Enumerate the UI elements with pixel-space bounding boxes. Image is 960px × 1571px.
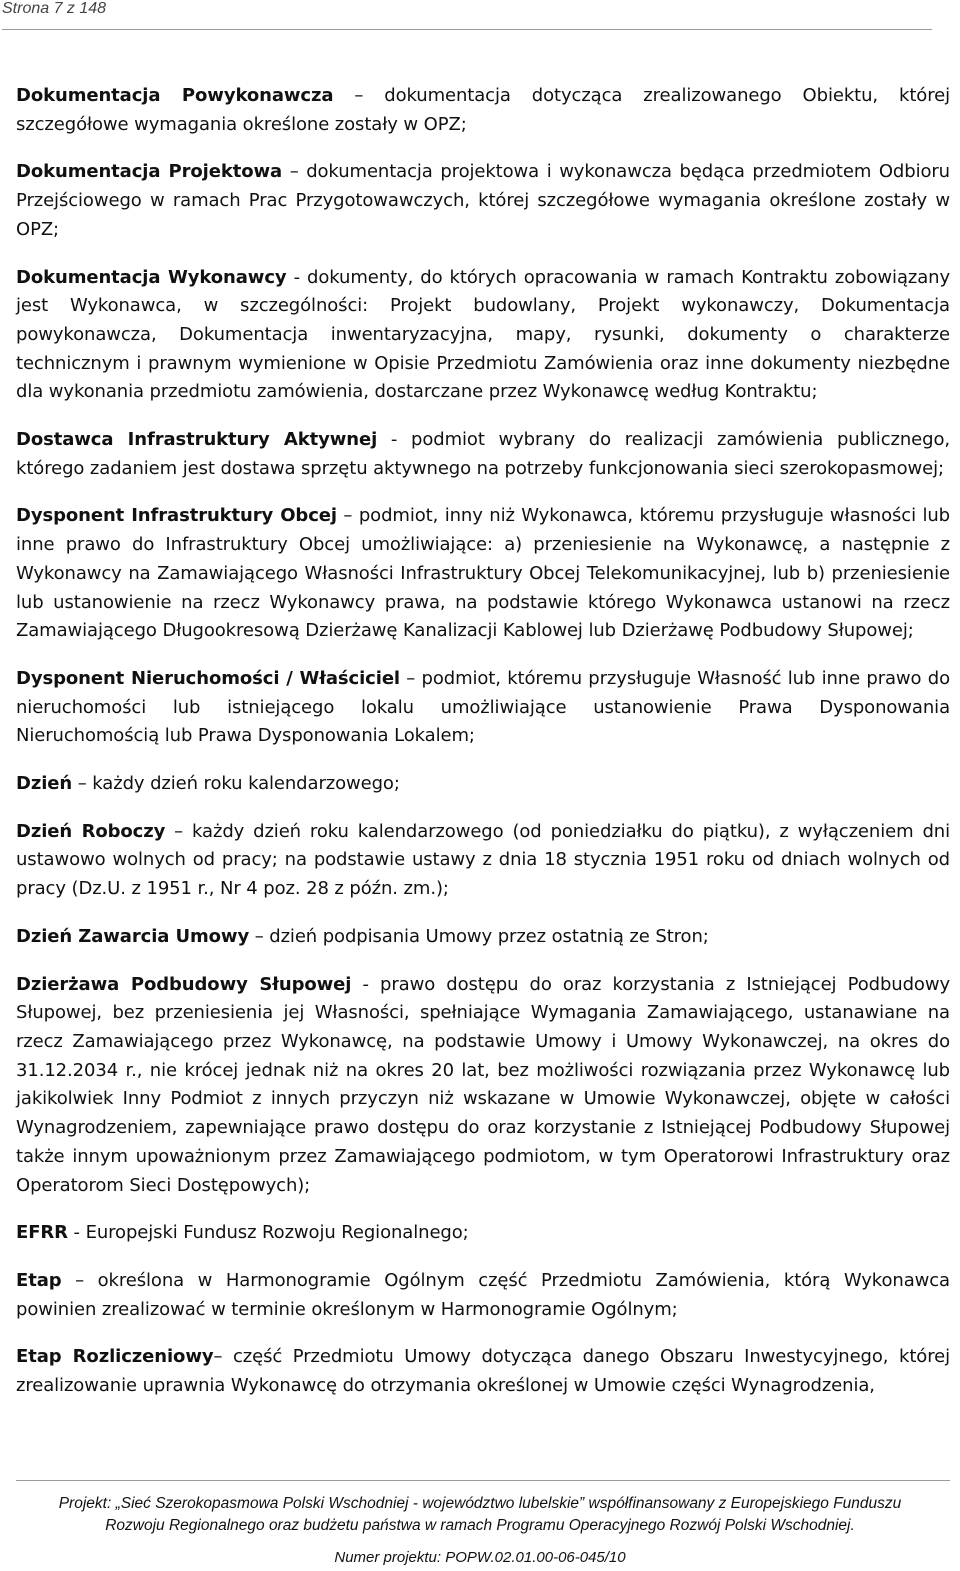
footer-project-number: Numer projektu: POPW.02.01.00-06-045/10 <box>334 1549 626 1566</box>
definition-dzien <box>16 770 950 799</box>
definition-dzien-zawarcia-umowy <box>16 923 950 952</box>
definition-term: Etap Rozliczeniowy <box>16 1346 214 1368</box>
definition-term: Dzierżawa Podbudowy Słupowej <box>16 973 352 995</box>
definition-dysponent-nieruchomosci <box>16 665 950 751</box>
definition-term: Dokumentacja Wykonawcy <box>16 266 287 288</box>
definition-text: dzień podpisania Umowy przez ostatnią ze Stron; <box>269 925 709 947</box>
definition-separator: - <box>67 1222 86 1244</box>
definition-text: część Przedmiotu Umowy dotycząca danego Obszaru Inwestycyjnego, której zrealizowanie uprawnia Wykonawcę do otrzymania określonej w Umowie części Wynagrodzenia, <box>16 1346 950 1397</box>
footer-project-line-1: Projekt: „Sieć Szerokopasmowa Polski Wschodniej - województwo lubelskie” współfinansowany z Europejskiego Funduszu <box>58 1495 902 1512</box>
definition-text: podmiot wybrany do realizacji zamówienia publicznego, którego zadaniem jest dostawa sprzętu aktywnego na potrzeby funkcjonowania sieci szerokopasmowej; <box>16 429 950 479</box>
definition-separator: – <box>282 161 307 183</box>
definition-separator: – <box>249 925 270 947</box>
definition-separator: - <box>351 973 381 995</box>
definition-separator: – <box>400 667 422 689</box>
definition-separator: – <box>61 1269 98 1291</box>
definition-term: Dokumentacja Powykonawcza <box>16 85 334 106</box>
definition-etap-rozliczeniowy <box>16 1343 950 1400</box>
definition-term: Dzień Zawarcia Umowy <box>16 925 250 947</box>
footer-divider <box>16 1480 950 1481</box>
definition-dokumentacja-powykonawcza <box>16 82 950 139</box>
page-footer <box>0 1480 960 1571</box>
definition-text: dokumentacja dotycząca zrealizowanego Obiektu, której szczegółowe wymagania określone zostały w OPZ; <box>16 85 950 135</box>
definition-term: Dzień <box>16 773 73 795</box>
definition-term: Dzień Roboczy <box>16 820 166 842</box>
definition-term: Dokumentacja Projektowa <box>16 161 283 183</box>
definition-term: EFRR <box>16 1222 68 1244</box>
definition-text: dokumentacja projektowa i wykonawcza będąca przedmiotem Odbioru Przejściowego w ramach Prac Przygotowawczych, której szczegółowe wymagania określone zostały w OPZ; <box>16 161 950 240</box>
definition-text: każdy dzień roku kalendarzowego (od poniedziałku do piątku), z wyłączeniem dni ustawowo wolnych od pracy; na podstawie ustawy z dnia 18 stycznia 1951 roku od dniach wolnych od pracy (Dz.U. z 1951 r., Nr 4 poz. 28 z późn. zm.); <box>16 820 950 900</box>
definitions-list <box>16 82 950 1420</box>
definition-term: Dostawca Infrastruktury Aktywnej <box>16 429 378 451</box>
page-number: Strona 7 z 148 <box>2 0 107 17</box>
footer-project-line-2: Rozwoju Regionalnego oraz budżetu państwa w ramach Programu Operacyjnego Rozwój Polski Wschodniej. <box>105 1517 855 1534</box>
definition-text: prawo dostępu do oraz korzystania z Istniejącej Podbudowy Słupowej, bez przeniesienia jej Własności, spełniające Wymagania Zamawiającego, ustanawiane na rzecz Zamawiającego przez Wykonawcę, na podstawie Umowy i Umowy Wykonawczej, na okres do 31.12.2034 r., nie krócej jednak niż na okres 20 lat, bez możliwości rozwiązania przez Wykonawcę lub jakikolwiek Inny Podmiot z innych przyczyn niż wskazane w Umowie Wykonawczej, objęte w całości Wynagrodzeniem, zapewniające prawo dostępu do oraz korzystanie z Istniejącej Podbudowy Słupowej także innym upoważnionym przez Zamawiającego podmiotom, w tym Operatorowi Infrastruktury oraz Operatorom Sieci Dostępowych); <box>16 973 950 1196</box>
definition-dokumentacja-projektowa <box>16 158 950 244</box>
definition-dzierzawa-podbudowy-slupowej <box>16 971 950 1201</box>
definition-text: podmiot, inny niż Wykonawca, któremu przysługuje własności lub inne prawo do Infrastruktury Obcej umożliwiające: a) przeniesienie na Wykonawcę, a następnie z Wykonawcy na Zamawiającego Własności Infrastruktury Obcej Telekomunikacyjnej, lub b) przeniesienie lub ustanowienie na rzecz Wykonawcy prawa, na podstawie którego Wykonawca ustanowi na rzecz Zamawiającego Długookresową Dzierżawę Kanalizacji Kablowej lub Dzierżawę Podbudowy Słupowej; <box>16 505 950 642</box>
definition-separator: – <box>165 820 193 842</box>
header-divider <box>2 29 932 30</box>
definition-separator: – <box>333 85 385 106</box>
definition-separator: - <box>377 429 412 451</box>
definition-etap <box>16 1267 950 1324</box>
definition-separator: - <box>286 266 308 288</box>
definition-dysponent-infrastruktury-obcej <box>16 502 950 646</box>
definition-text: określona w Harmonogramie Ogólnym część Przedmiotu Zamówienia, którą Wykonawca powinien zrealizować w terminie określonym w Harmonogramie Ogólnym; <box>16 1269 950 1320</box>
definition-term: Etap <box>16 1269 62 1291</box>
definition-term: Dysponent Infrastruktury Obcej <box>16 505 337 527</box>
definition-dokumentacja-wykonawcy <box>16 264 950 408</box>
definition-text: podmiot, któremu przysługuje Własność lub inne prawo do nieruchomości lub istniejącego lokalu umożliwiające ustanowienie Prawa Dysponowania Nieruchomością lub Prawa Dysponowania Lokalem; <box>16 667 950 747</box>
definition-term: Dysponent Nieruchomości / Właściciel <box>16 667 400 689</box>
definition-separator: – <box>336 505 359 527</box>
definition-text: każdy dzień roku kalendarzowego; <box>92 773 400 795</box>
definition-dostawca-infrastruktury-aktywnej <box>16 426 950 483</box>
definition-separator: – <box>72 773 93 795</box>
definition-text: dokumenty, do których opracowania w ramach Kontraktu zobowiązany jest Wykonawca, w szczególności: Projekt budowlany, Projekt wykonawczy, Dokumentacja powykonawcza, Dokumentacja inwentaryzacyjna, mapy, rysunki, dokumenty o charakterze technicznym i prawnym wymienione w Opisie Przedmiotu Zamówienia oraz inne dokumenty niezbędne dla wykonania przedmiotu zamówienia, dostarczane przez Wykonawcę według Kontraktu; <box>16 266 951 403</box>
definition-text: Europejski Fundusz Rozwoju Regionalnego; <box>85 1222 469 1244</box>
definition-dzien-roboczy <box>16 818 950 904</box>
definition-separator: – <box>213 1346 233 1368</box>
definition-efrr <box>16 1219 950 1248</box>
page-header <box>0 0 960 34</box>
